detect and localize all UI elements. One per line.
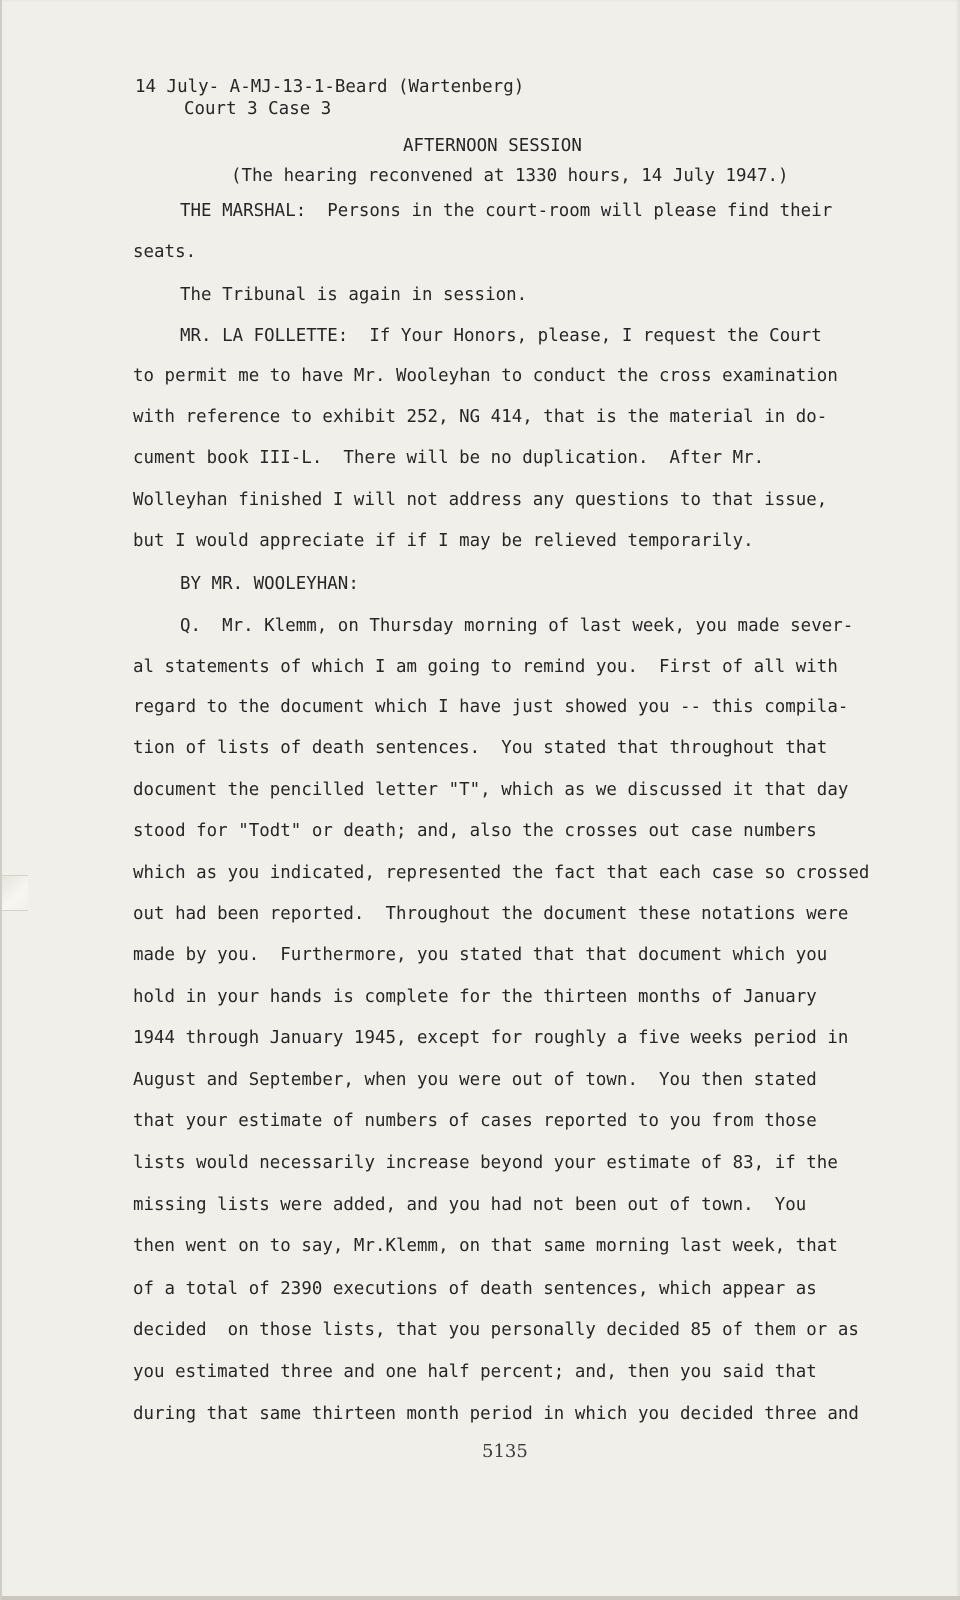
text-line: missing lists were added, and you had not been out of town. You [133, 1195, 807, 1215]
page-number: 5135 [482, 1441, 528, 1462]
text-line: Q. Mr. Klemm, on Thursday morning of last week, you made sever- [180, 616, 854, 636]
text-line: with reference to exhibit 252, NG 414, that is the material in do- [133, 407, 828, 427]
session-title: AFTERNOON SESSION [403, 136, 582, 156]
session-note: (The hearing reconvened at 1330 hours, 14 July 1947.) [231, 166, 789, 186]
text-line: decided on those lists, that you personally decided 85 of them or as [133, 1320, 859, 1340]
text-line: THE MARSHAL: Persons in the court-room will please find their [180, 201, 833, 221]
text-line: The Tribunal is again in session. [180, 285, 528, 305]
text-line: MR. LA FOLLETTE: If Your Honors, please, I request the Court [180, 326, 822, 346]
text-line: made by you. Furthermore, you stated that that document which you [133, 945, 828, 965]
text-line: then went on to say, Mr.Klemm, on that same morning last week, that [133, 1236, 838, 1256]
text-line: al statements of which I am going to remind you. First of all with [133, 657, 838, 677]
text-line: 1944 through January 1945, except for roughly a five weeks period in [133, 1028, 849, 1048]
text-line: that your estimate of numbers of cases reported to you from those [133, 1111, 817, 1131]
text-line: hold in your hands is complete for the thirteen months of January [133, 987, 817, 1007]
text-line: August and September, when you were out of town. You then stated [133, 1070, 817, 1090]
text-line: during that same thirteen month period in which you decided three and [133, 1404, 859, 1424]
text-line: but I would appreciate if if I may be relieved temporarily. [133, 531, 754, 551]
case-header: 14 July- A-MJ-13-1-Beard (Wartenberg) [135, 77, 525, 97]
text-line: tion of lists of death sentences. You stated that throughout that [133, 738, 828, 758]
text-line: BY MR. WOOLEYHAN: [180, 574, 359, 594]
text-line: document the pencilled letter "T", which as we discussed it that day [133, 780, 849, 800]
text-line: to permit me to have Mr. Wooleyhan to conduct the cross examination [133, 366, 838, 386]
paper-crease [2, 875, 28, 911]
text-line: cument book III-L. There will be no duplication. After Mr. [133, 448, 765, 468]
text-line: regard to the document which I have just showed you -- this compila- [133, 697, 849, 717]
text-line: of a total of 2390 executions of death sentences, which appear as [133, 1279, 817, 1299]
text-line: lists would necessarily increase beyond your estimate of 83, if the [133, 1153, 838, 1173]
text-line: stood for "Todt" or death; and, also the crosses out case numbers [133, 821, 817, 841]
page-edge [2, 1596, 960, 1600]
text-line: Wolleyhan finished I will not address any questions to that issue, [133, 490, 828, 510]
text-line: seats. [133, 242, 197, 262]
court-header: Court 3 Case 3 [184, 99, 332, 119]
text-line: which as you indicated, represented the fact that each case so crossed [133, 863, 870, 883]
text-line: you estimated three and one half percent; and, then you said that [133, 1362, 817, 1382]
text-line: out had been reported. Throughout the document these notations were [133, 904, 849, 924]
